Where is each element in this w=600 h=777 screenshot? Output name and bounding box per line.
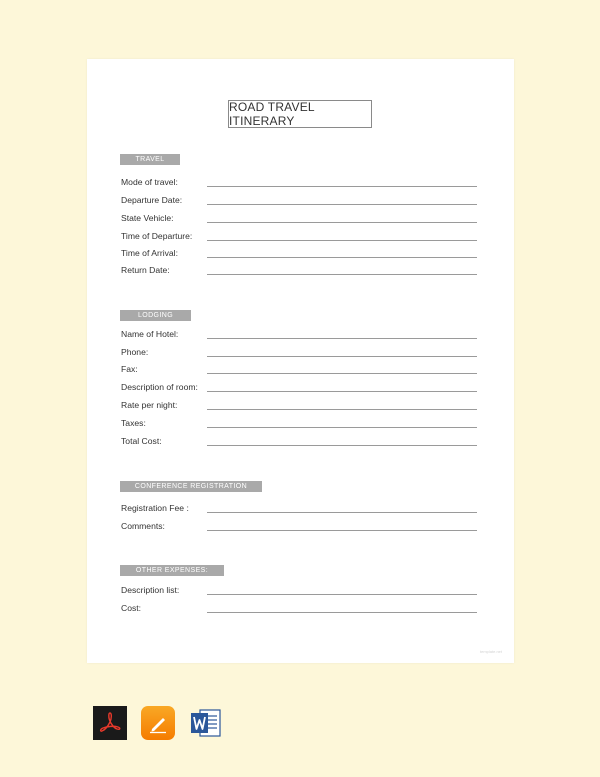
field-row[interactable] — [121, 379, 477, 393]
fill-line[interactable] — [207, 391, 477, 392]
field-row[interactable] — [121, 397, 477, 411]
fill-line[interactable] — [207, 373, 477, 374]
field-label: Phone: — [121, 347, 149, 357]
fill-line[interactable] — [207, 222, 477, 223]
field-row[interactable] — [121, 582, 477, 596]
field-label: Fax: — [121, 364, 138, 374]
field-row[interactable] — [121, 433, 477, 447]
document-page — [87, 59, 514, 663]
fill-line[interactable] — [207, 530, 477, 531]
field-label: Taxes: — [121, 418, 146, 428]
section-heading-conference-registration: CONFERENCE REGISTRATION — [120, 481, 262, 492]
field-label: Name of Hotel: — [121, 329, 179, 339]
word-icon[interactable] — [189, 706, 223, 740]
field-row[interactable] — [121, 500, 477, 514]
fill-line[interactable] — [207, 512, 477, 513]
field-row[interactable] — [121, 518, 477, 532]
field-row[interactable] — [121, 344, 477, 358]
field-row[interactable] — [121, 174, 477, 188]
field-label: Registration Fee : — [121, 503, 189, 513]
field-row[interactable] — [121, 415, 477, 429]
section-heading-lodging: LODGING — [120, 310, 191, 321]
field-label: Description list: — [121, 585, 180, 595]
field-label: Cost: — [121, 603, 142, 613]
format-icons — [93, 706, 223, 740]
field-row[interactable] — [121, 600, 477, 614]
fill-line[interactable] — [207, 356, 477, 357]
field-label: State Vehicle: — [121, 213, 174, 223]
field-row[interactable] — [121, 326, 477, 340]
field-row[interactable] — [121, 210, 477, 224]
section-heading-other-expenses: OTHER EXPENSES: — [120, 565, 224, 576]
field-label: Description of room: — [121, 382, 198, 392]
fill-line[interactable] — [207, 240, 477, 241]
document-title: ROAD TRAVEL ITINERARY — [228, 100, 372, 128]
field-label: Comments: — [121, 521, 165, 531]
watermark: template.net — [479, 649, 502, 654]
fill-line[interactable] — [207, 257, 477, 258]
field-row[interactable] — [121, 245, 477, 259]
section-heading-travel: TRAVEL — [120, 154, 180, 165]
fill-line[interactable] — [207, 612, 477, 613]
field-row[interactable] — [121, 262, 477, 276]
fill-line[interactable] — [207, 204, 477, 205]
field-label: Mode of travel: — [121, 177, 178, 187]
field-row[interactable] — [121, 192, 477, 206]
fill-line[interactable] — [207, 594, 477, 595]
pdf-icon[interactable] — [93, 706, 127, 740]
field-label: Time of Arrival: — [121, 248, 178, 258]
fill-line[interactable] — [207, 274, 477, 275]
fill-line[interactable] — [207, 409, 477, 410]
field-label: Total Cost: — [121, 436, 162, 446]
field-label: Return Date: — [121, 265, 170, 275]
pages-icon[interactable] — [141, 706, 175, 740]
fill-line[interactable] — [207, 445, 477, 446]
fill-line[interactable] — [207, 338, 477, 339]
field-row[interactable] — [121, 228, 477, 242]
fill-line[interactable] — [207, 186, 477, 187]
field-row[interactable] — [121, 361, 477, 375]
fill-line[interactable] — [207, 427, 477, 428]
field-label: Departure Date: — [121, 195, 183, 205]
field-label: Rate per night: — [121, 400, 178, 410]
field-label: Time of Departure: — [121, 231, 193, 241]
